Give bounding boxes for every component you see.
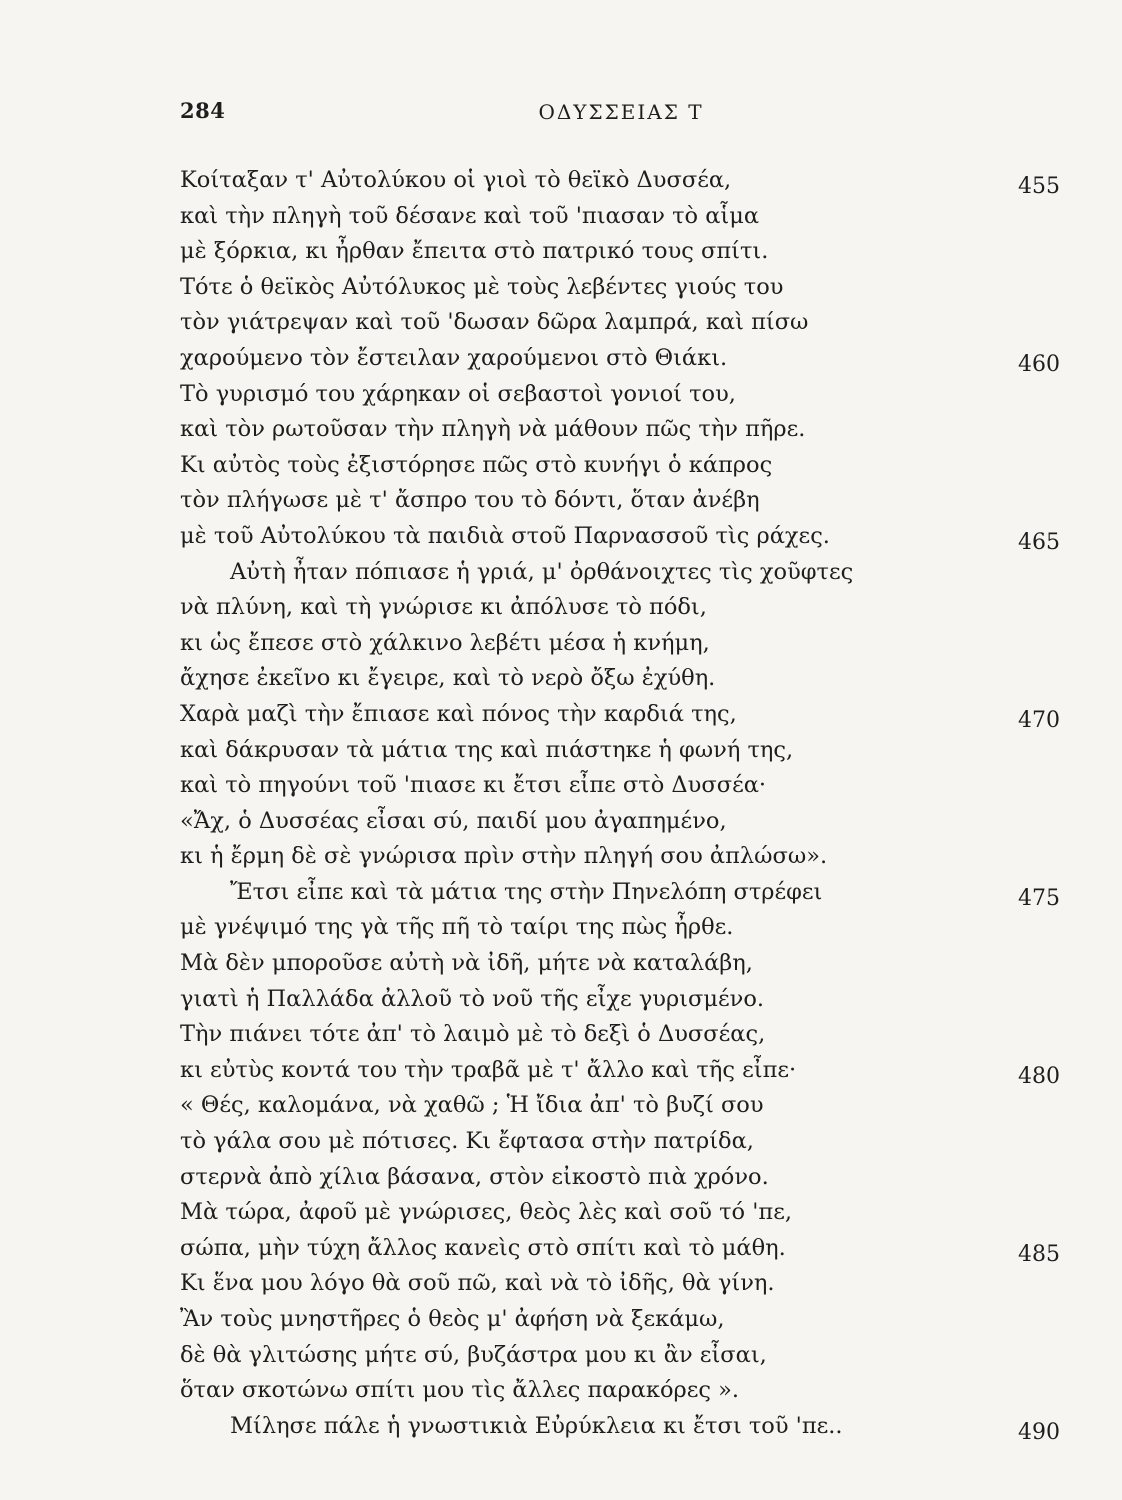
- verse-text: στερνὰ ἀπὸ χίλια βάσανα, στὸν εἰκοστὸ πιὰ χρόνο.: [180, 1163, 769, 1190]
- verse-text: μὲ τοῦ Αὐτολύκου τὰ παιδιὰ στοῦ Παρνασσοῦ τὶς ράχες.: [180, 522, 830, 549]
- verse-line: [180, 875, 1060, 911]
- verse-text: ἄχησε ἐκεῖνο κι ἔγειρε, καὶ τὸ νερὸ ὄξω ἐχύθη.: [180, 665, 716, 692]
- verse-line: [180, 1409, 1060, 1445]
- verse-text: Κι ἕνα μου λόγο θὰ σοῦ πῶ, καὶ νὰ τὸ ἰδῆς, θὰ γίνη.: [180, 1270, 775, 1297]
- verse-line: [180, 270, 1060, 306]
- verse-line: [180, 341, 1060, 377]
- verse-line: [180, 555, 1060, 591]
- verse-text: « Θές, καλομάνα, νὰ χαθῶ ; Ἡ ἴδια ἀπ' τὸ βυζί σου: [180, 1092, 764, 1119]
- verse-text: κι εὐτὺς κοντά του τὴν τραβᾶ μὲ τ' ἄλλο καὶ τῆς εἶπε·: [180, 1056, 797, 1083]
- verse-line: [180, 590, 1060, 626]
- line-number: 460: [1018, 351, 1060, 377]
- verse-text: κι ἡ ἔρμη δὲ σὲ γνώρισα πρὶν στὴν πληγή σου ἀπλώσω».: [180, 843, 828, 870]
- running-title: ΟΔΥΣΣΕΙΑΣ Τ: [538, 100, 704, 124]
- verse-text: Κοίταξαν τ' Αὐτολύκου οἱ γιοὶ τὸ θεϊκὸ Δυσσέα,: [180, 167, 732, 193]
- verse-text: καὶ τὸν ρωτοῦσαν τὴν πληγὴ νὰ μάθουν πῶς τὴν πῆρε.: [180, 416, 806, 443]
- verse-line: [180, 1124, 1060, 1160]
- line-number: 475: [1018, 885, 1060, 911]
- verse-text: χαρούμενο τὸν ἔστειλαν χαρούμενοι στὸ Θιάκι.: [180, 344, 728, 371]
- verse-line: [180, 412, 1060, 448]
- verse-text: Αὐτὴ ἦταν πόπιασε ἡ γριά, μ' ὀρθάνοιχτες τὶς χοῦφτες: [230, 558, 854, 585]
- verse-text: Κι αὐτὸς τοὺς ἐξιστόρησε πῶς στὸ κυνήγι ὁ κάπρος: [180, 451, 773, 478]
- verse-line: [180, 1302, 1060, 1338]
- verse-line: [180, 768, 1060, 804]
- verse-text: Τότε ὁ θεϊκὸς Αὐτόλυκος μὲ τοὺς λεβέντες γιούς του: [180, 273, 784, 300]
- line-number: 480: [1018, 1063, 1060, 1089]
- verse-line: [180, 483, 1060, 519]
- verse-text: δὲ θὰ γλιτώσης μήτε σύ, βυζάστρα μου κι ἂν εἶσαι,: [180, 1341, 767, 1368]
- line-number: 490: [1018, 1419, 1060, 1445]
- verse-text: τὸν γιάτρεψαν καὶ τοῦ 'δωσαν δῶρα λαμπρά, καὶ πίσω: [180, 309, 809, 336]
- page-number: 284: [180, 98, 226, 123]
- verse-line: [180, 377, 1060, 413]
- verse-text: «Ἄχ, ὁ Δυσσέας εἶσαι σύ, παιδί μου ἀγαπημένο,: [180, 807, 727, 834]
- verse-line: [180, 1373, 1060, 1409]
- line-number: 455: [1018, 174, 1060, 199]
- verse-line: [180, 661, 1060, 697]
- verse-line: [180, 946, 1060, 982]
- verse-line: [180, 1053, 1060, 1089]
- verse-text: Μίλησε πάλε ἡ γνωστικιὰ Εὐρύκλεια κι ἔτσι τοῦ 'πε..: [230, 1412, 843, 1439]
- verse-text: καὶ τὴν πληγὴ τοῦ δέσανε καὶ τοῦ 'πιασαν τὸ αἷμα: [180, 202, 760, 229]
- verse-text: καὶ δάκρυσαν τὰ μάτια της καὶ πιάστηκε ἡ φωνή της,: [180, 736, 794, 763]
- verse-line: [180, 626, 1060, 662]
- verse-line: [180, 519, 1060, 555]
- verse-line: [180, 1338, 1060, 1374]
- verse-line: [180, 1017, 1060, 1053]
- line-number: 485: [1018, 1241, 1060, 1267]
- verse-line: [180, 1266, 1060, 1302]
- verse-line: [180, 697, 1060, 733]
- verse-text: νὰ πλύνη, καὶ τὴ γνώρισε κι ἀπόλυσε τὸ πόδι,: [180, 594, 707, 621]
- line-number: 470: [1018, 707, 1060, 733]
- verse-text: σώπα, μὴν τύχη ἄλλος κανεὶς στὸ σπίτι καὶ τὸ μάθη.: [180, 1234, 786, 1261]
- verse-line: [180, 448, 1060, 484]
- verse-line: [180, 163, 1060, 199]
- verse-text: μὲ ξόρκια, κι ἦρθαν ἔπειτα στὸ πατρικό τους σπίτι.: [180, 238, 769, 265]
- verse-line: [180, 910, 1060, 946]
- verse-line: [180, 1160, 1060, 1196]
- verse-text: Μὰ τώρα, ἀφοῦ μὲ γνώρισες, θεὸς λὲς καὶ σοῦ τό 'πε,: [180, 1199, 793, 1226]
- verse-text: κι ὡς ἔπεσε στὸ χάλκινο λεβέτι μέσα ἡ κνήμη,: [180, 629, 710, 656]
- poem-text: [180, 163, 1060, 1444]
- verse-text: μὲ γνέψιμό της γὰ τῆς πῆ τὸ ταίρι της πὼς ἦρθε.: [180, 914, 734, 941]
- verse-line: [180, 234, 1060, 270]
- verse-text: ὅταν σκοτώνω σπίτι μου τὶς ἄλλες παρακόρες ».: [180, 1377, 740, 1404]
- verse-line: [180, 839, 1060, 875]
- verse-text: Ἔτσι εἶπε καὶ τὰ μάτια της στὴν Πηνελόπη στρέφει: [230, 878, 823, 905]
- line-number: 465: [1018, 529, 1060, 555]
- verse-line: [180, 1231, 1060, 1267]
- verse-line: [180, 733, 1060, 769]
- verse-text: Τὴν πιάνει τότε ἀπ' τὸ λαιμὸ μὲ τὸ δεξὶ ὁ Δυσσέας,: [180, 1021, 766, 1048]
- verse-text: τὸ γάλα σου μὲ πότισες. Κι ἔφτασα στὴν πατρίδα,: [180, 1128, 754, 1155]
- verse-line: [180, 1088, 1060, 1124]
- verse-text: καὶ τὸ πηγούνι τοῦ 'πιασε κι ἔτσι εἶπε στὸ Δυσσέα·: [180, 772, 767, 799]
- verse-line: [180, 1195, 1060, 1231]
- verse-text: γιατὶ ἡ Παλλάδα ἀλλοῦ τὸ νοῦ τῆς εἶχε γυρισμένο.: [180, 985, 765, 1012]
- verse-line: [180, 199, 1060, 235]
- verse-line: [180, 804, 1060, 840]
- verse-text: Ἂν τοὺς μνηστῆρες ὁ θεὸς μ' ἀφήση νὰ ξεκάμω,: [180, 1306, 725, 1332]
- verse-line: [180, 982, 1060, 1018]
- verse-text: τὸν πλήγωσε μὲ τ' ἄσπρο του τὸ δόντι, ὅταν ἀνέβη: [180, 487, 760, 514]
- verse-text: Χαρὰ μαζὶ τὴν ἔπιασε καὶ πόνος τὴν καρδιά της,: [180, 700, 737, 727]
- verse-line: [180, 305, 1060, 341]
- verse-text: Μὰ δὲν μποροῦσε αὐτὴ νὰ ἰδῆ, μήτε νὰ καταλάβη,: [180, 950, 753, 977]
- verse-text: Τὸ γυρισμό του χάρηκαν οἱ σεβαστοὶ γονιοί του,: [180, 380, 736, 407]
